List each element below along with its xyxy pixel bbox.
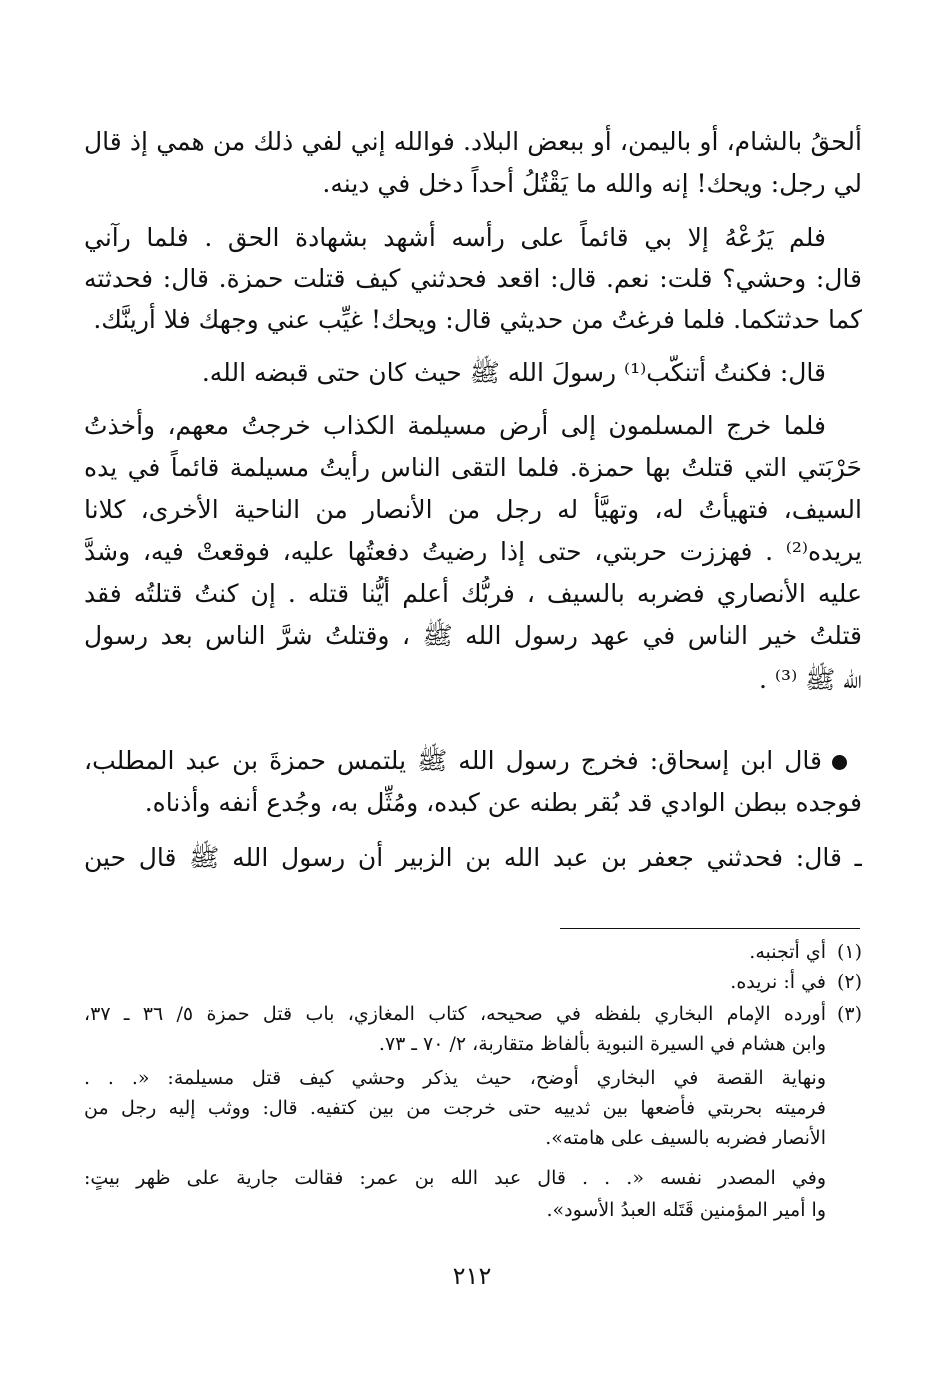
footnote-text: أي أتجنبه. xyxy=(749,941,826,963)
footnote-text: ونهاية القصة في البخاري أوضح، حيث يذكر وحشي كيف قتل مسيلمة: «. . . xyxy=(84,1067,826,1089)
body-line: السيف، فتهيأتُ له، وتهيَّأ له رجل من الأنصار من الناحية الأخرى، كلانا xyxy=(84,495,862,524)
body-line: يريده⁽²⁾ . فهززت حربتي، حتى إذا رضيتُ دفعتُها عليه، فوقعتْ فيه، وشدَّ xyxy=(84,537,862,566)
body-line: كما حدثتكما. فلما فرغتُ من حديثي قال: ويحك! غيِّب عني وجهك فلا أرينَّك. xyxy=(93,305,862,334)
footnote-text: وا أمير المؤمنين قَتَله العبدُ الأسود». xyxy=(546,1199,826,1221)
footnote-number: (٢) xyxy=(836,971,862,993)
footnote-text: وفي المصدر نفسه «. . . قال عبد الله بن عمر: فقالت جارية على ظهر بيتٍ: xyxy=(84,1167,826,1189)
body-line: الله ﷺ ⁽³⁾ . xyxy=(759,665,862,694)
footnote-text: في أ: نريده. xyxy=(730,971,826,993)
footnote-text: الأنصار فضربه بالسيف على هامته». xyxy=(545,1127,826,1149)
body-line: فلم يَرُعْهُ إلا بي قائماً على رأسه أشهد بشهادة الحق . فلما رآني xyxy=(84,223,826,252)
body-line: ألحقُ بالشام، أو باليمن، أو ببعض البلاد. فوالله إني لفي ذلك من همي إذ قال xyxy=(84,127,862,156)
footnote-text: فرميته بحربتي فأضعها بين ثدييه حتى خرجت من بين كتفيه. قال: ووثب إليه رجل من xyxy=(84,1097,826,1119)
footnote-text: أورده الإمام البخاري بلفظه في صحيحه، كتاب المغازي، باب قتل حمزة ٥/ ٣٦ ـ ٣٧، xyxy=(84,1003,826,1025)
body-line: حَرْبَتي التي قتلتُ بها حمزة. فلما التقى الناس رأيتُ مسيلمة قائماً في يده xyxy=(84,453,862,482)
page-number: ٢١٢ xyxy=(452,1262,492,1290)
body-line: قتلتُ خير الناس في عهد رسول الله ﷺ ، وقتلتُ شرَّ الناس بعد رسول xyxy=(84,621,862,650)
footnote-text: وابن هشام في السيرة النبوية بألفاظ متقاربة، ٢/ ٧٠ ـ ٧٣. xyxy=(378,1033,826,1055)
body-line: قال ابن إسحاق: فخرج رسول الله ﷺ يلتمس حمزةَ بن عبد المطلب، xyxy=(84,746,822,775)
body-line: قال: فكنتُ أتنكَّب⁽¹⁾ رسولَ الله ﷺ حيث كان حتى قبضه الله. xyxy=(201,358,826,387)
body-line: لي رجل: ويحك! إنه والله ما يَقْتُلُ أحداً دخل في دينه. xyxy=(322,169,862,198)
body-line: قال: وحشي؟ قلت: نعم. قال: اقعد فحدثني كيف قتلت حمزة. قال: فحدثته xyxy=(84,264,862,293)
bullet-icon xyxy=(832,755,847,770)
footnote-number: (١) xyxy=(836,941,862,963)
body-line: عليه الأنصاري فضربه بالسيف ، فربُّك أعلم أيُّنا قتله . إن كنتُ قتلتُه فقد xyxy=(84,579,862,608)
body-line: فلما خرج المسلمون إلى أرض مسيلمة الكذاب خرجتُ معهم، وأخذتُ xyxy=(84,411,826,440)
body-line: ـ قال: فحدثني جعفر بن عبد الله بن الزبير أن رسول الله ﷺ قال حين xyxy=(84,843,862,872)
footnote-separator xyxy=(560,928,860,929)
body-line: فوجده ببطن الوادي قد بُقر بطنه عن كبده، ومُثِّل به، وجُدع أنفه وأذناه. xyxy=(144,788,862,817)
footnote-number: (٣) xyxy=(836,1003,862,1025)
